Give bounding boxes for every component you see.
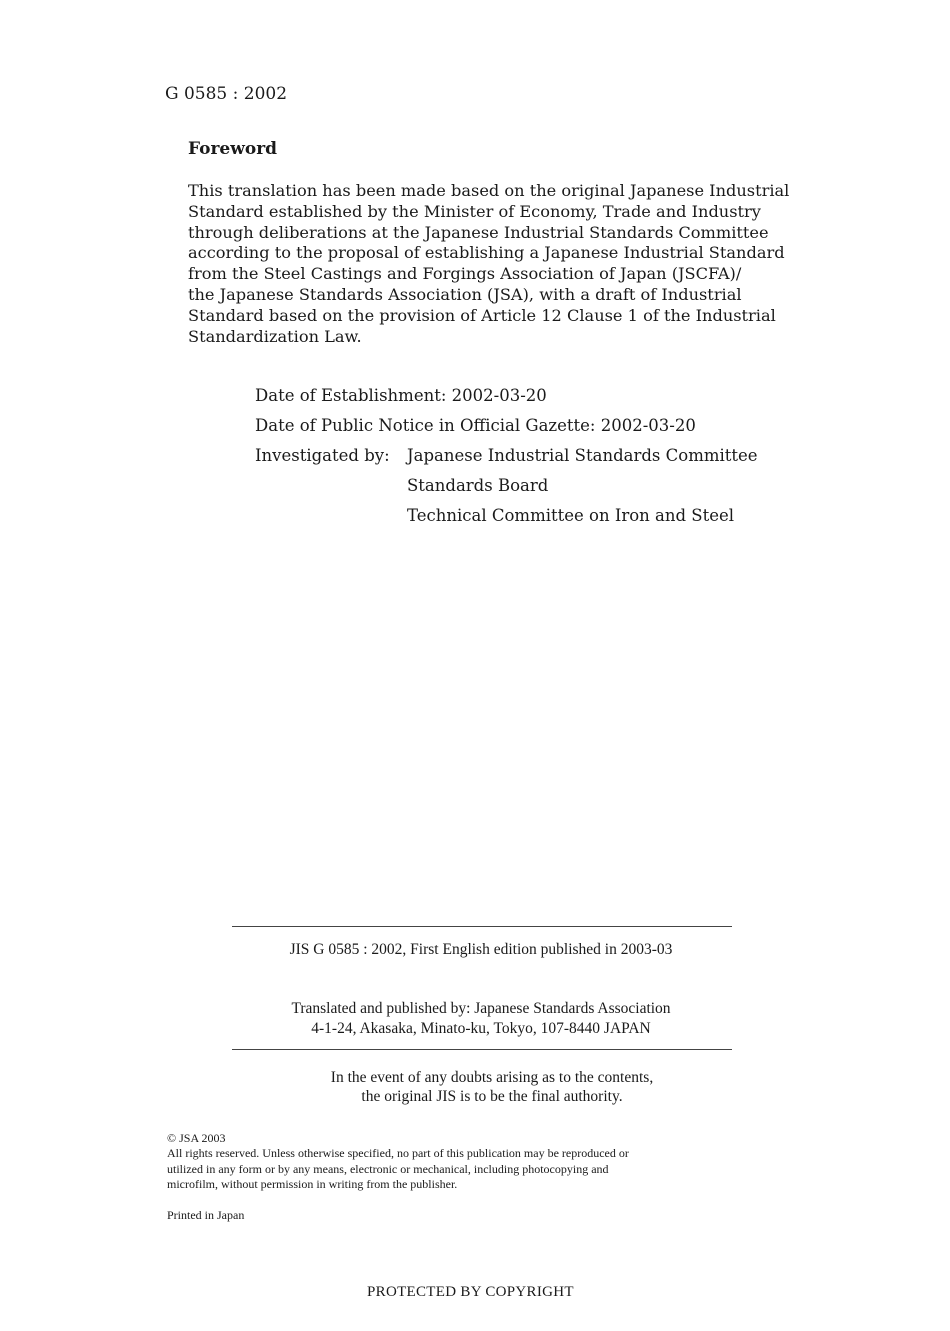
foreword-title: Foreword [188,139,278,159]
publisher-line: Translated and published by: Japanese Standards Association [291,1000,671,1017]
foreword-line: Standard based on the provision of Article 12 Clause 1 of the Industrial [188,305,776,325]
address-line: 4-1-24, Akasaka, Minato-ku, Tokyo, 107-8440 JAPAN [311,1020,651,1037]
copyright-mark: © JSA 2003 [167,1131,226,1145]
date-of-public-notice: Date of Public Notice in Official Gazette: 2002-03-20 [255,416,696,435]
investigator-committee: Japanese Industrial Standards Committee [407,446,758,465]
investigator-board: Standards Board [407,476,549,495]
rights-line-1: All rights reserved. Unless otherwise specified, no part of this publication may be reproduced or [167,1146,629,1160]
rights-line-2: utilized in any form or by any means, electronic or mechanical, including photocopying and [167,1162,609,1176]
foreword-paragraph [188,181,800,347]
edition-line: JIS G 0585 : 2002, First English edition published in 2003-03 [289,941,673,958]
foreword-line: Standardization Law. [188,326,362,346]
printed-in: Printed in Japan [167,1208,245,1222]
foreword-line: This translation has been made based on the original Japanese Industrial [188,181,790,200]
divider-bottom [232,1049,732,1050]
investigator-technical-committee: Technical Committee on Iron and Steel [407,506,735,525]
notice-line-1: In the event of any doubts arising as to the contents, [330,1069,654,1086]
document-id: G 0585 : 2002 [165,84,288,104]
foreword-line: through deliberations at the Japanese Industrial Standards Committee [188,222,769,242]
copyright-stamp: PROTECTED BY COPYRIGHT [367,1284,574,1300]
foreword-line: from the Steel Castings and Forgings Association of Japan (JSCFA)/ [188,264,742,284]
foreword-line: Standard established by the Minister of Economy, Trade and Industry [188,201,761,221]
foreword-line: according to the proposal of establishing a Japanese Industrial Standard [188,243,785,263]
investigated-by-label: Investigated by: [255,446,390,465]
rights-line-3: microfilm, without permission in writing from the publisher. [167,1177,458,1191]
divider-top [232,926,732,927]
notice-line-2: the original JIS is to be the final authority. [361,1088,623,1105]
foreword-line: the Japanese Standards Association (JSA), with a draft of Industrial [188,284,742,304]
date-of-establishment: Date of Establishment: 2002-03-20 [255,386,547,405]
